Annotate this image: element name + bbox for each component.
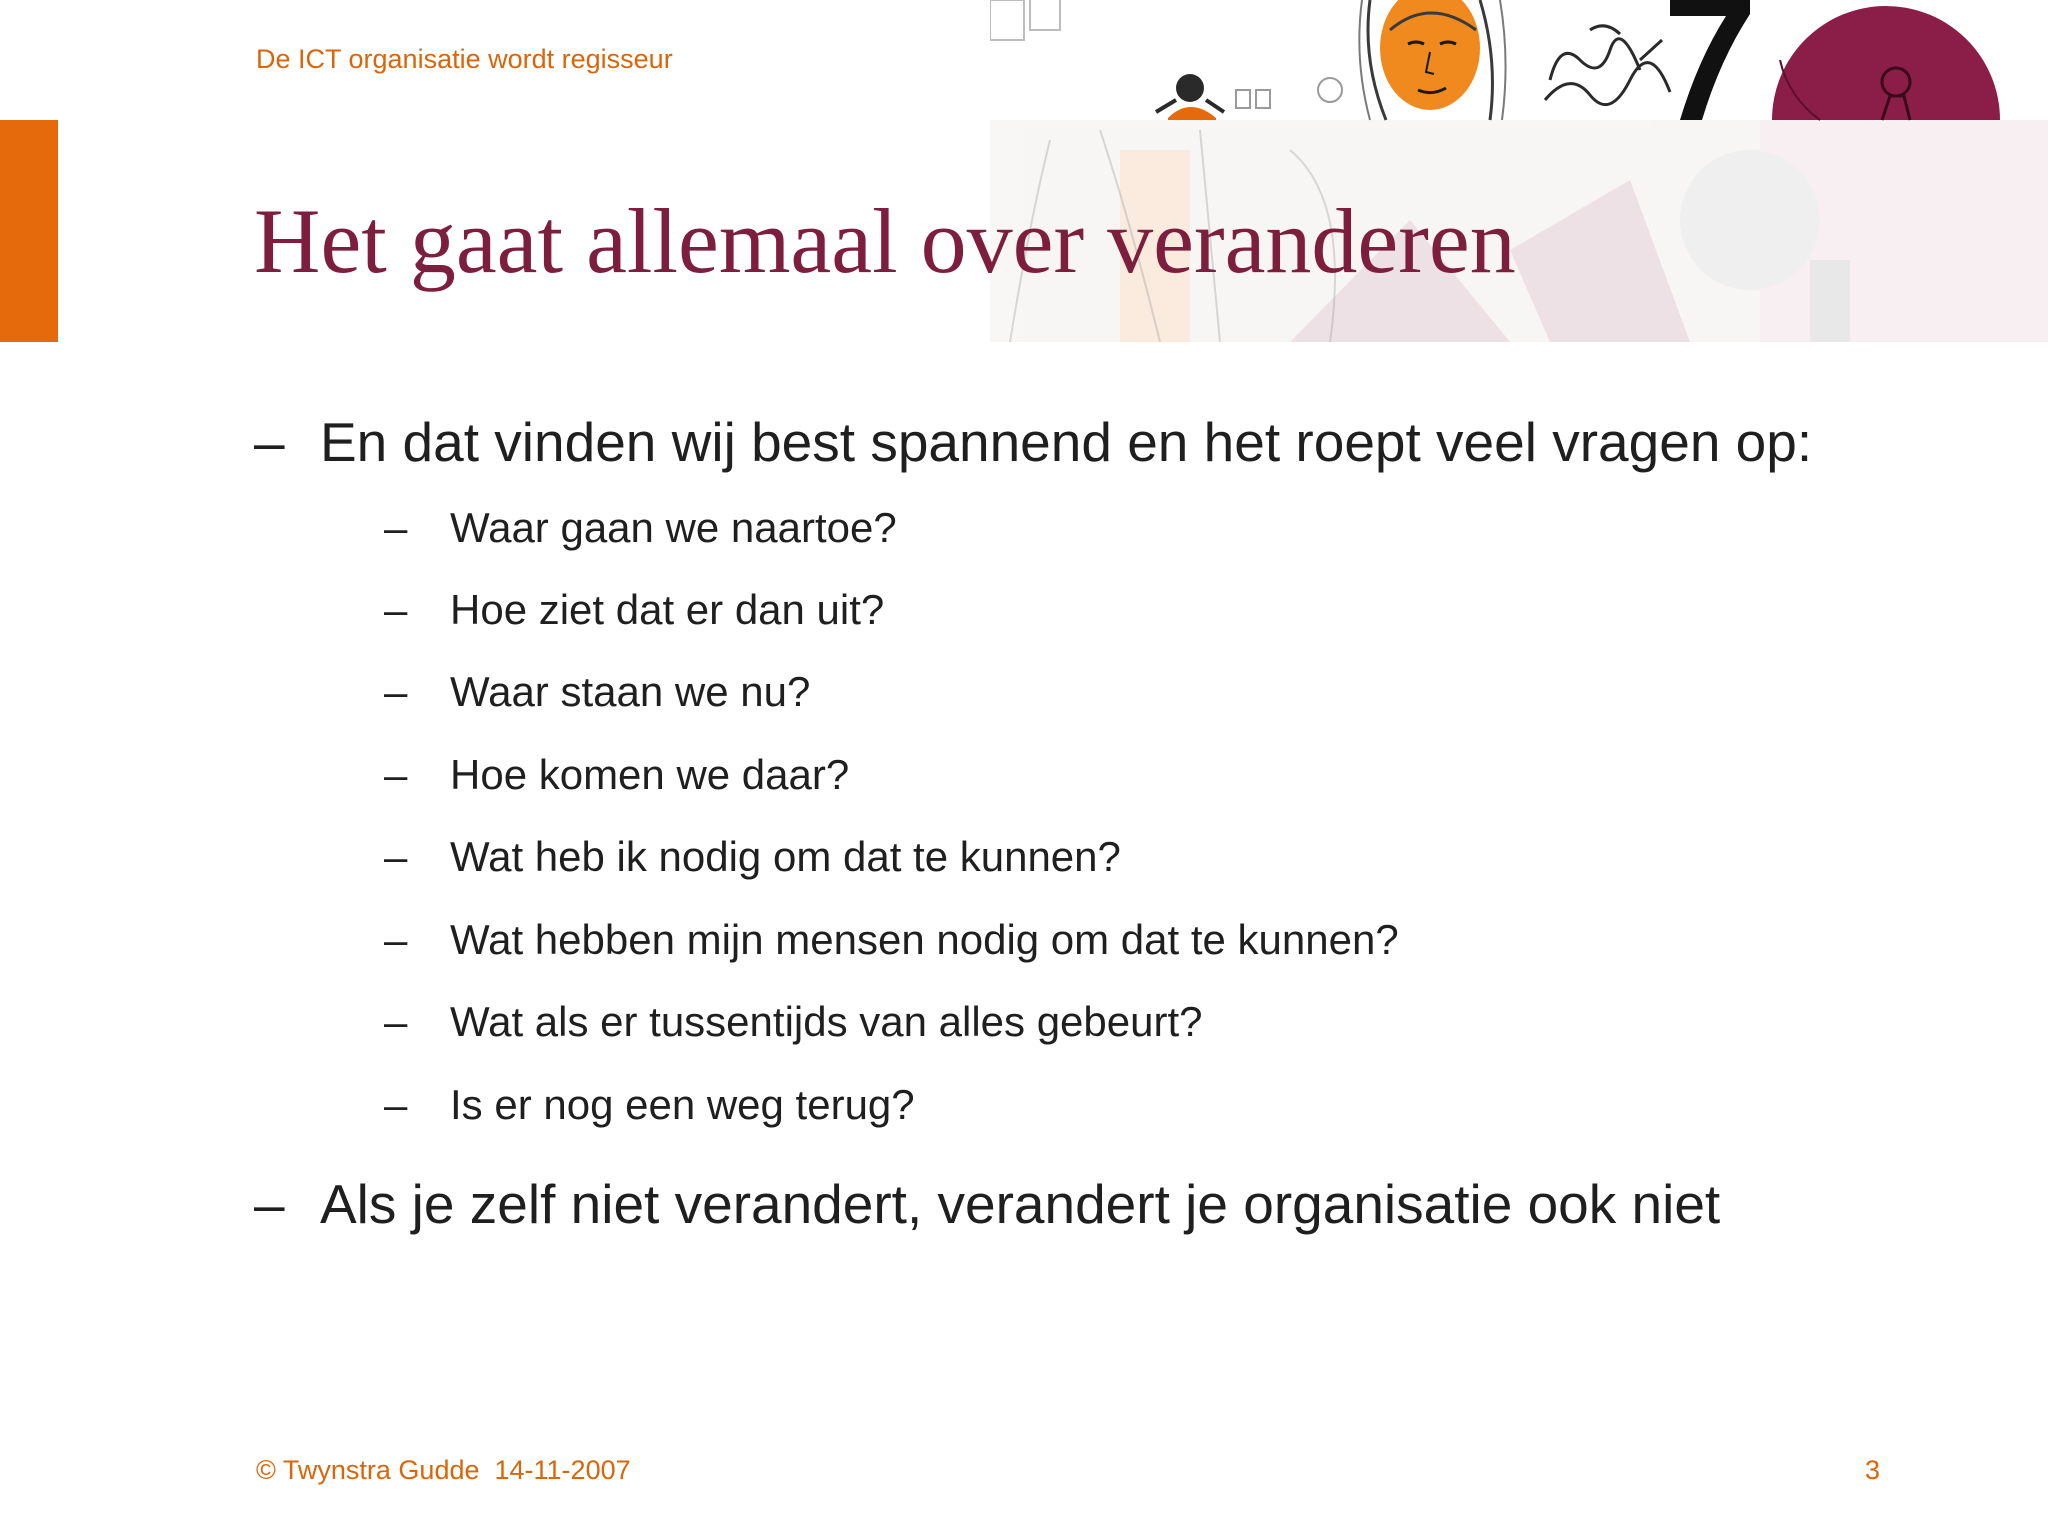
dash-bullet: – (384, 1081, 408, 1128)
sub-bullet-text: Wat heb ik nodig om dat te kunnen? (450, 833, 1121, 880)
sub-bullet-text: Wat als er tussentijds van alles gebeurt? (450, 998, 1203, 1045)
dash-bullet: – (384, 668, 408, 715)
sub-bullet-text: Is er nog een weg terug? (450, 1081, 915, 1128)
sub-bullet-text: Hoe ziet dat er dan uit? (450, 586, 885, 633)
slide-title: Het gaat allemaal over veranderen (254, 190, 1516, 292)
dash-bullet: – (384, 833, 408, 880)
header-subtitle: De ICT organisatie wordt regisseur (256, 44, 673, 74)
sub-bullet-text: Waar staan we nu? (450, 668, 811, 715)
dash-bullet: – (254, 411, 285, 473)
dash-bullet: – (384, 586, 408, 633)
bullet-text: En dat vinden wij best spannend en het roept veel vragen op: (320, 411, 1813, 473)
dash-bullet: – (384, 916, 408, 963)
footer-copyright: © Twynstra Gudde 14-11-2007 (256, 1455, 631, 1485)
sub-bullet-text: Wat hebben mijn mensen nodig om dat te kunnen? (450, 916, 1399, 963)
sub-bullet-text: Hoe komen we daar? (450, 751, 850, 798)
bullet-text: Als je zelf niet verandert, verandert je organisatie ook niet (320, 1173, 1721, 1235)
dash-bullet: – (384, 751, 408, 798)
dash-bullet: – (384, 998, 408, 1045)
dash-bullet: – (254, 1173, 285, 1235)
page-number: 3 (1864, 1455, 1880, 1485)
sub-bullet-text: Waar gaan we naartoe? (450, 504, 897, 551)
dash-bullet: – (384, 504, 408, 551)
